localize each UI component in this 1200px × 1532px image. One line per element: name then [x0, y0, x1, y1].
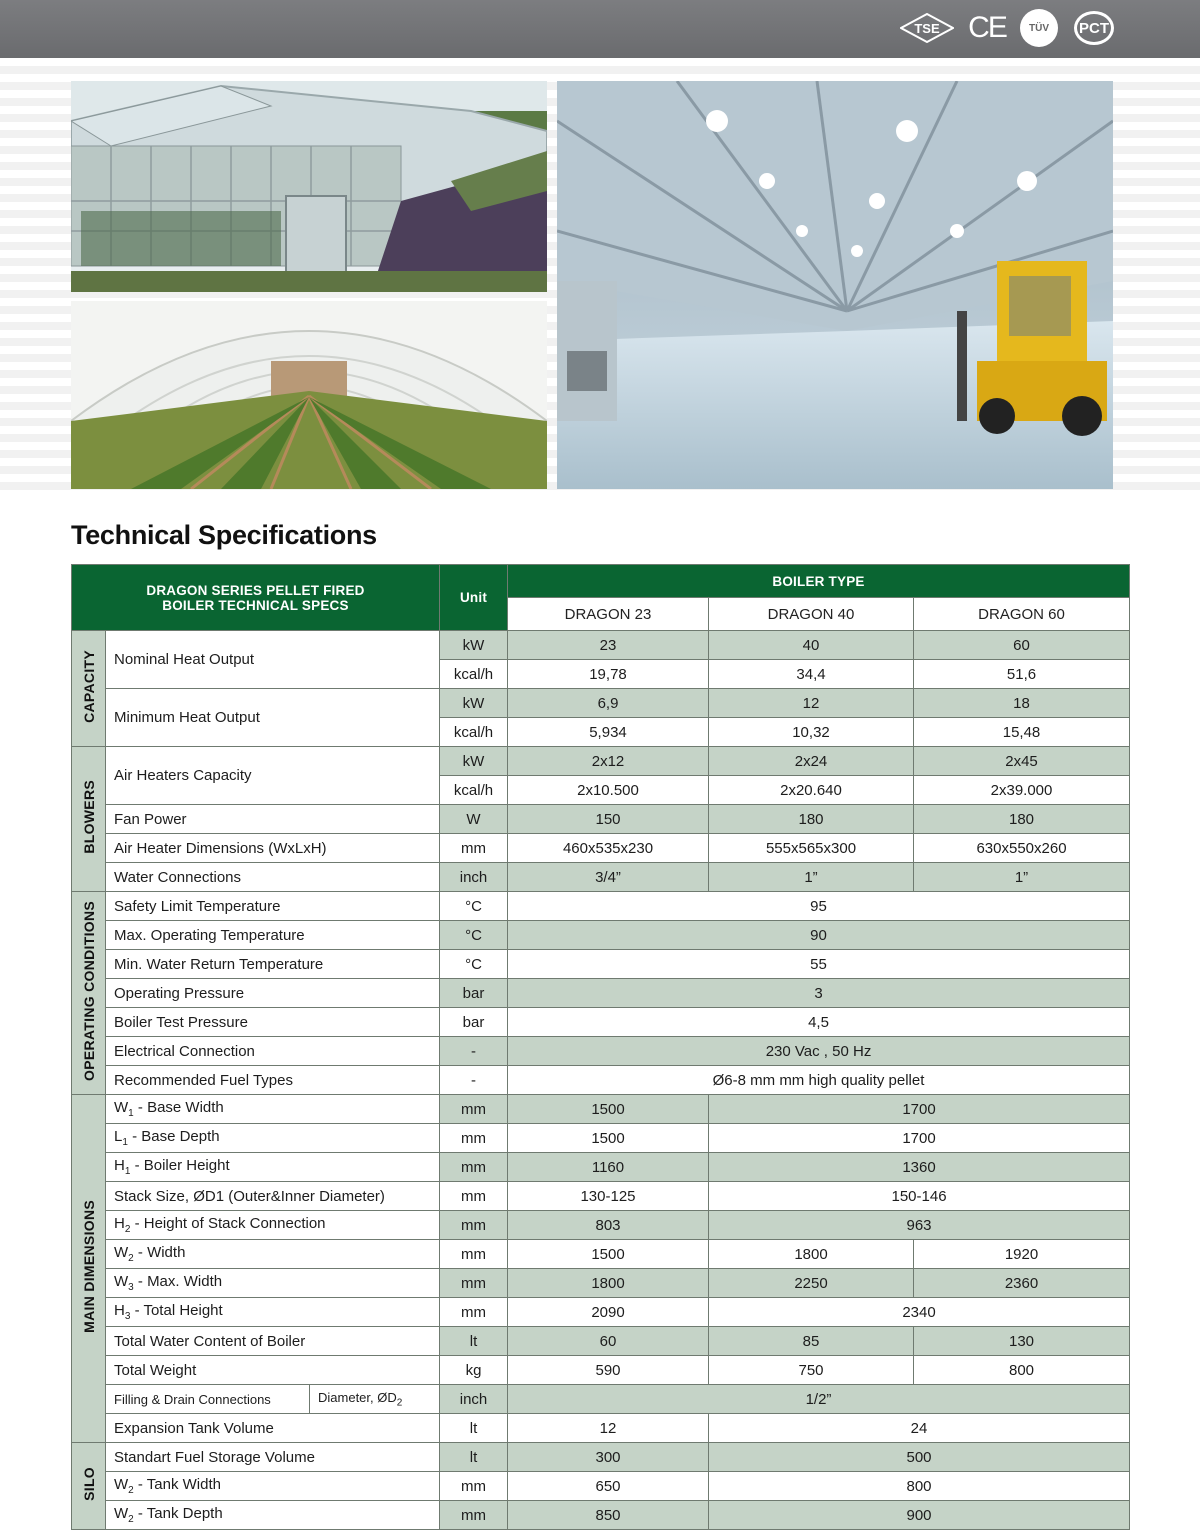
value-cell: 1800	[709, 1240, 914, 1269]
row-label: Total Weight	[106, 1356, 440, 1385]
group-main-dimensions: MAIN DIMENSIONS	[72, 1095, 106, 1443]
unit-cell: kcal/h	[440, 718, 508, 747]
row-label: Boiler Test Pressure	[106, 1008, 440, 1037]
unit-cell: mm	[440, 1269, 508, 1298]
value-cell: 1/2”	[508, 1385, 1130, 1414]
row-label: Air Heaters Capacity	[106, 747, 440, 805]
value-cell: 800	[914, 1356, 1130, 1385]
value-cell: 1800	[508, 1269, 709, 1298]
value-cell: 2x10.500	[508, 776, 709, 805]
model-dragon-40: DRAGON 40	[709, 598, 914, 631]
tuv-logo: TÜV	[1020, 9, 1058, 47]
unit-cell: -	[440, 1066, 508, 1095]
unit-cell: mm	[440, 1182, 508, 1211]
certification-logos	[900, 8, 1114, 48]
value-cell: 2x20.640	[709, 776, 914, 805]
value-cell: 95	[508, 892, 1130, 921]
row-label: $W_1$ - Base Width	[106, 1095, 440, 1124]
value-cell: 6,9	[508, 689, 709, 718]
value-cell: 1500	[508, 1240, 709, 1269]
value-cell: 24	[709, 1414, 1130, 1443]
row-label: Air Heater Dimensions (WxLxH)	[106, 834, 440, 863]
value-cell: 2x24	[709, 747, 914, 776]
value-cell: 1500	[508, 1124, 709, 1153]
table-title: DRAGON SERIES PELLET FIRED BOILER TECHNICAL SPECS	[72, 565, 440, 631]
value-cell: 900	[709, 1501, 1130, 1530]
top-banner	[0, 0, 1200, 58]
row-label: $H_2$ - Height of Stack Connection	[106, 1211, 440, 1240]
row-label: $W_2$ - Width	[106, 1240, 440, 1269]
model-dragon-60: DRAGON 60	[914, 598, 1130, 631]
row-sub-label: Diameter, $ØD_2$	[310, 1385, 440, 1414]
model-dragon-23: DRAGON 23	[508, 598, 709, 631]
group-blowers: BLOWERS	[72, 747, 106, 892]
unit-cell: -	[440, 1037, 508, 1066]
row-label: Fan Power	[106, 805, 440, 834]
unit-cell: lt	[440, 1414, 508, 1443]
value-cell: 1700	[709, 1124, 1130, 1153]
value-cell: 590	[508, 1356, 709, 1385]
value-cell: 51,6	[914, 660, 1130, 689]
value-cell: 150-146	[709, 1182, 1130, 1211]
value-cell: 1360	[709, 1153, 1130, 1182]
row-label: Minimum Heat Output	[106, 689, 440, 747]
value-cell: 23	[508, 631, 709, 660]
tse-logo	[900, 13, 954, 43]
value-cell: 2250	[709, 1269, 914, 1298]
value-cell: 60	[508, 1327, 709, 1356]
value-cell: 4,5	[508, 1008, 1130, 1037]
value-cell: 3	[508, 979, 1130, 1008]
value-cell: 300	[508, 1443, 709, 1472]
row-label: Total Water Content of Boiler	[106, 1327, 440, 1356]
row-label: Nominal Heat Output	[106, 631, 440, 689]
value-cell: 2x39.000	[914, 776, 1130, 805]
value-cell: 60	[914, 631, 1130, 660]
unit-cell: kg	[440, 1356, 508, 1385]
value-cell: 12	[709, 689, 914, 718]
row-label: Filling & Drain Connections	[106, 1385, 310, 1414]
value-cell: 40	[709, 631, 914, 660]
value-cell: 2x12	[508, 747, 709, 776]
unit-header: Unit	[440, 565, 508, 631]
pct-logo: PCT	[1074, 11, 1114, 45]
page-title: Technical Specifications	[71, 520, 377, 550]
greenhouse-photo	[71, 81, 547, 292]
value-cell: 3/4”	[508, 863, 709, 892]
unit-cell: bar	[440, 979, 508, 1008]
unit-cell: °C	[440, 921, 508, 950]
value-cell: 1160	[508, 1153, 709, 1182]
value-cell: 1920	[914, 1240, 1130, 1269]
unit-cell: mm	[440, 1153, 508, 1182]
value-cell: Ø6-8 mm mm high quality pellet	[508, 1066, 1130, 1095]
unit-cell: kW	[440, 747, 508, 776]
value-cell: 555x565x300	[709, 834, 914, 863]
row-label: Recommended Fuel Types	[106, 1066, 440, 1095]
unit-cell: mm	[440, 1472, 508, 1501]
group-silo: SILO	[72, 1443, 106, 1530]
value-cell: 500	[709, 1443, 1130, 1472]
value-cell: 130	[914, 1327, 1130, 1356]
unit-cell: mm	[440, 1124, 508, 1153]
row-label: $W_2$ - Tank Width	[106, 1472, 440, 1501]
value-cell: 180	[914, 805, 1130, 834]
value-cell: 150	[508, 805, 709, 834]
value-cell: 460x535x230	[508, 834, 709, 863]
row-label: $W_3$ - Max. Width	[106, 1269, 440, 1298]
unit-cell: lt	[440, 1327, 508, 1356]
unit-cell: kcal/h	[440, 660, 508, 689]
value-cell: 1500	[508, 1095, 709, 1124]
value-cell: 130-125	[508, 1182, 709, 1211]
value-cell: 803	[508, 1211, 709, 1240]
value-cell: 230 Vac , 50 Hz	[508, 1037, 1130, 1066]
row-label: $L_1$ - Base Depth	[106, 1124, 440, 1153]
group-capacity: CAPACITY	[72, 631, 106, 747]
unit-cell: kW	[440, 631, 508, 660]
row-label: Max. Operating Temperature	[106, 921, 440, 950]
value-cell: 750	[709, 1356, 914, 1385]
value-cell: 12	[508, 1414, 709, 1443]
value-cell: 963	[709, 1211, 1130, 1240]
value-cell: 15,48	[914, 718, 1130, 747]
row-label: $H_1$ - Boiler Height	[106, 1153, 440, 1182]
group-operating-conditions: OPERATING CONDITIONS	[72, 892, 106, 1095]
row-label: Safety Limit Temperature	[106, 892, 440, 921]
value-cell: 1”	[709, 863, 914, 892]
row-label: Water Connections	[106, 863, 440, 892]
unit-cell: inch	[440, 1385, 508, 1414]
unit-cell: kW	[440, 689, 508, 718]
value-cell: 2090	[508, 1298, 709, 1327]
unit-cell: mm	[440, 1298, 508, 1327]
value-cell: 650	[508, 1472, 709, 1501]
tunnel-greenhouse-photo	[71, 301, 547, 489]
value-cell: 1700	[709, 1095, 1130, 1124]
value-cell: 85	[709, 1327, 914, 1356]
unit-cell: inch	[440, 863, 508, 892]
value-cell: 10,32	[709, 718, 914, 747]
warehouse-forklift-photo	[557, 81, 1113, 489]
row-label: Electrical Connection	[106, 1037, 440, 1066]
unit-cell: mm	[440, 1501, 508, 1530]
unit-cell: mm	[440, 1240, 508, 1269]
value-cell: 630x550x260	[914, 834, 1130, 863]
row-label: Min. Water Return Temperature	[106, 950, 440, 979]
row-label: Stack Size, ØD1 (Outer&Inner Diameter)	[106, 1182, 440, 1211]
unit-cell: mm	[440, 834, 508, 863]
value-cell: 2x45	[914, 747, 1130, 776]
unit-cell: W	[440, 805, 508, 834]
value-cell: 34,4	[709, 660, 914, 689]
value-cell: 5,934	[508, 718, 709, 747]
technical-specs-table	[71, 564, 1130, 1530]
value-cell: 180	[709, 805, 914, 834]
row-label: Operating Pressure	[106, 979, 440, 1008]
unit-cell: mm	[440, 1211, 508, 1240]
unit-cell: lt	[440, 1443, 508, 1472]
value-cell: 90	[508, 921, 1130, 950]
value-cell: 1”	[914, 863, 1130, 892]
unit-cell: °C	[440, 950, 508, 979]
unit-cell: bar	[440, 1008, 508, 1037]
value-cell: 2360	[914, 1269, 1130, 1298]
boiler-type-header: BOILER TYPE	[508, 565, 1130, 598]
unit-cell: kcal/h	[440, 776, 508, 805]
unit-cell: °C	[440, 892, 508, 921]
value-cell: 18	[914, 689, 1130, 718]
ce-logo: CE	[968, 11, 1006, 44]
value-cell: 55	[508, 950, 1130, 979]
value-cell: 850	[508, 1501, 709, 1530]
value-cell: 2340	[709, 1298, 1130, 1327]
row-label: Expansion Tank Volume	[106, 1414, 440, 1443]
svg-text:TSE: TSE	[914, 21, 940, 36]
row-label: $W_2$ - Tank Depth	[106, 1501, 440, 1530]
unit-cell: mm	[440, 1095, 508, 1124]
value-cell: 800	[709, 1472, 1130, 1501]
row-label: $H_3$ - Total Height	[106, 1298, 440, 1327]
row-label: Standart Fuel Storage Volume	[106, 1443, 440, 1472]
value-cell: 19,78	[508, 660, 709, 689]
